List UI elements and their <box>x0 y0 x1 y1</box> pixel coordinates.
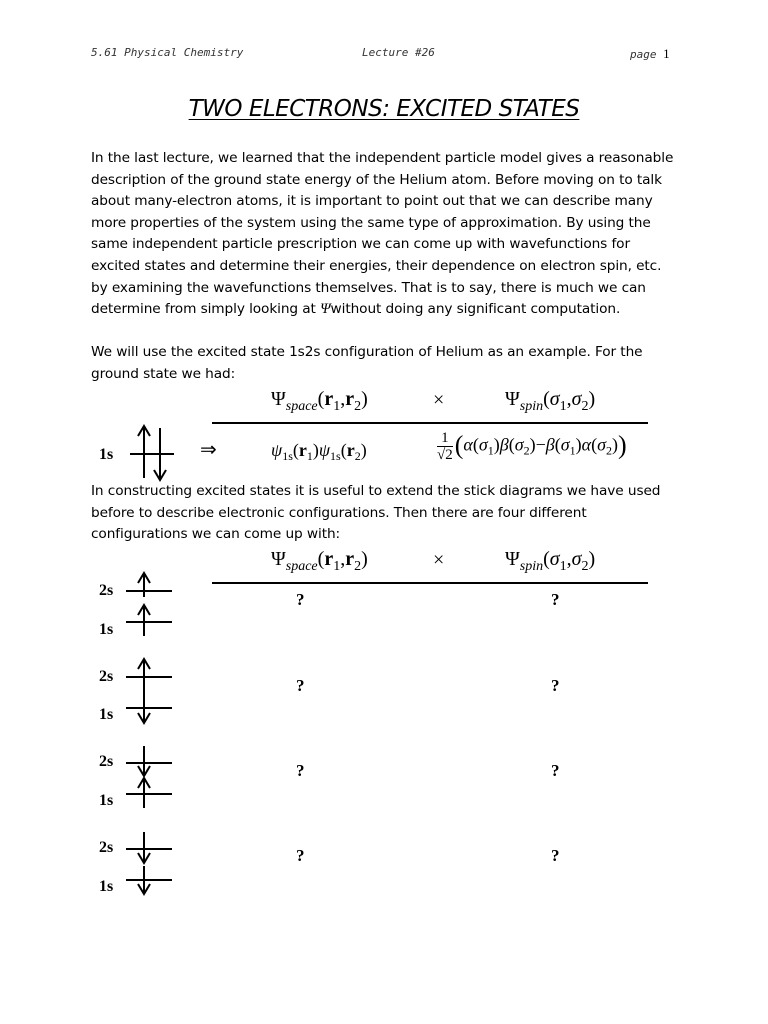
ground-spin-function: $\frac{1}{√2}$ $(\alpha(\sigma_1)\beta(\sigma_2)-\beta(\sigma_1)\alpha(\sigma_2))$ <box>437 430 627 463</box>
orbital-label-2s: 2s <box>99 668 114 685</box>
constructing-paragraph <box>91 481 691 546</box>
text-line: excited states and determine their energies, their dependence on electron spin, etc. <box>91 257 662 274</box>
times-symbol: × <box>433 549 445 571</box>
spin-unknown: ? <box>551 676 560 695</box>
ground-state-stick-diagram <box>128 424 178 482</box>
psi-spin-header: $\Psi_{spin}(\sigma_1,\sigma_2)$ <box>505 548 596 574</box>
spin-unknown: ? <box>551 761 560 780</box>
psi-space-header: $\Psi_{space}(r_1,r_2)$ <box>271 388 368 414</box>
example-paragraph <box>91 342 691 385</box>
one-over-root-two: $\frac{1}{√2}$ <box>437 430 453 463</box>
header-page-number: 1 <box>663 46 670 61</box>
space-unknown: ? <box>296 846 305 865</box>
table-rule <box>212 582 648 584</box>
stick-diagram-up-down <box>126 658 176 728</box>
psi-symbol: Ψ <box>320 301 331 318</box>
psi-space-header: $\Psi_{space}(r_1,r_2)$ <box>271 548 368 574</box>
stick-diagram-down-down <box>126 830 176 900</box>
orbital-label-1s: 1s <box>99 792 114 809</box>
header-lecture: Lecture #26 <box>362 46 435 59</box>
space-unknown: ? <box>296 676 305 695</box>
text-line: more properties of the system using the same type of approximation. By using the <box>91 214 651 231</box>
text-line: determine from simply looking at Ψwithout doing any significant computation. <box>91 301 621 318</box>
text-line: same independent particle prescription we can come up with wavefunctions for <box>91 236 630 253</box>
space-unknown: ? <box>296 590 305 609</box>
header-page-label: page <box>630 48 657 61</box>
ground-space-function: $\psi_{1s}(r_1)\psi_{1s}(r_2)$ <box>271 440 367 463</box>
spin-unknown: ? <box>551 590 560 609</box>
text-line: about many-electron atoms, it is important to point out that we can describe many <box>91 193 653 210</box>
intro-paragraph <box>91 148 691 321</box>
text-line: by examining the wavefunctions themselves. That is to say, there is much we can <box>91 279 646 296</box>
orbital-label-1s: 1s <box>99 621 114 638</box>
implies-arrow: ⇒ <box>200 439 217 461</box>
spin-unknown: ? <box>551 846 560 865</box>
orbital-label-2s: 2s <box>99 839 114 856</box>
page-title: TWO ELECTRONS: EXCITED STATES <box>188 96 580 122</box>
text-line: In constructing excited states it is useful to extend the stick diagrams we have used <box>91 483 661 499</box>
stick-diagram-up-up <box>126 572 176 642</box>
psi-spin-header: $\Psi_{spin}(\sigma_1,\sigma_2)$ <box>505 388 596 414</box>
space-unknown: ? <box>296 761 305 780</box>
orbital-label-1s: 1s <box>99 446 114 463</box>
table-rule <box>212 422 648 424</box>
times-symbol: × <box>433 389 445 411</box>
text-line: before to describe electronic configurations. Then there are four different <box>91 504 587 521</box>
text-line: configurations we can come up with: <box>91 526 341 543</box>
orbital-label-2s: 2s <box>99 753 114 770</box>
orbital-label-1s: 1s <box>99 706 114 723</box>
text-line: description of the ground state energy of the Helium atom. Before moving on to talk <box>91 171 662 188</box>
text-line: In the last lecture, we learned that the independent particle model gives a reasonable <box>91 150 674 166</box>
orbital-label-1s: 1s <box>99 878 114 895</box>
orbital-label-2s: 2s <box>99 582 114 599</box>
text-line: We will use the excited state 1s2s configuration of Helium as an example. For the <box>91 344 643 360</box>
text-line: ground state we had: <box>91 365 236 382</box>
header-course: 5.61 Physical Chemistry <box>91 46 244 59</box>
header-page <box>630 46 670 62</box>
stick-diagram-down-up <box>126 744 176 814</box>
